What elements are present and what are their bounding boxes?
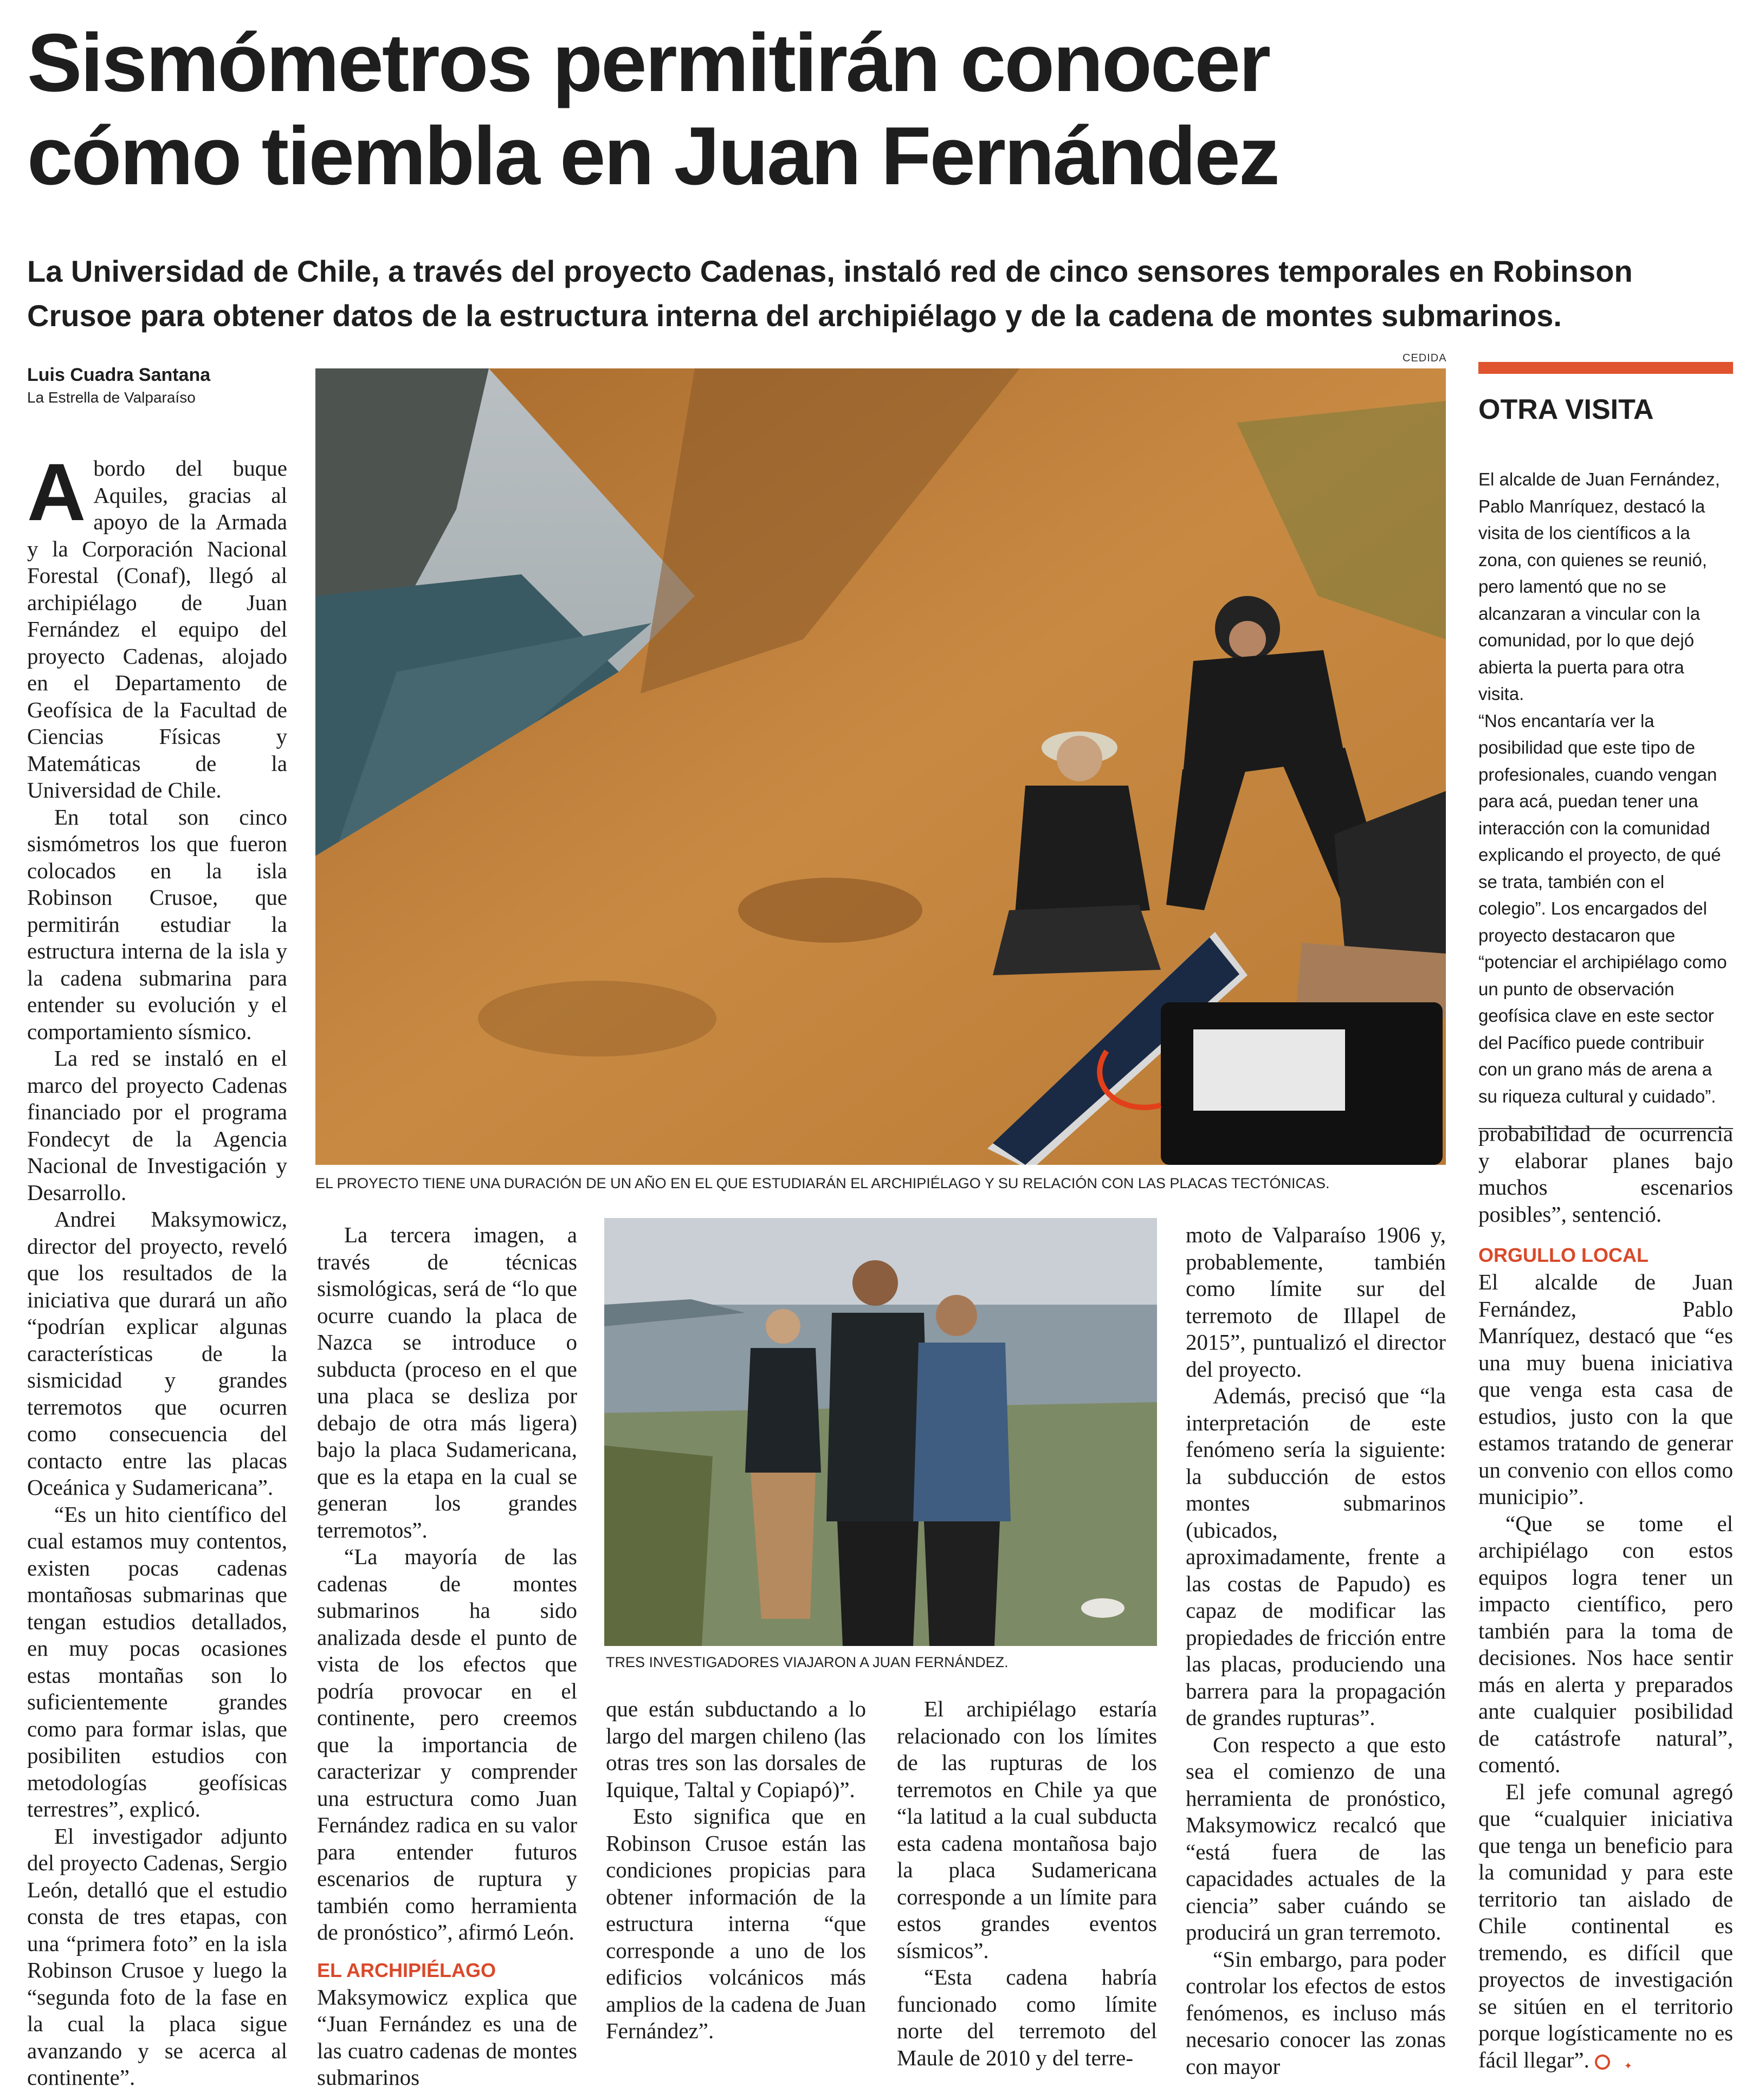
article-column-6 (1478, 1120, 1733, 2073)
three-researchers-image (604, 1218, 1157, 1646)
researcher-center (826, 1260, 929, 1646)
article-paragraph: “Sin embargo, para poder controlar los efectos de estos fenómenos, es incluso más necesario conocer las zonas con mayor (1186, 1946, 1446, 2079)
article-paragraph: probabilidad de ocurrencia y elaborar planes bajo muchos escenarios posibles”, sentenció. (1478, 1121, 1733, 1227)
sidebar-paragraph: “Nos encantaría ver la posibilidad que este tipo de profesionales, cuando vengan para acá, puedan tener una interacción con la comunidad explicando el proyecto, de qué se trata, también con el colegio”. Los encargados del proyecto destacaron que “potenciar el archipiélago como un punto de observación geofísica clave en este sector del Pacífico puede contribuir con un grano más de arena a su riqueza cultural y cuidado”. (1478, 710, 1727, 1106)
section-heading-el-archipielago: EL ARCHIPIÉLAGO (317, 1959, 496, 1981)
headline-line-2: cómo tiembla en Juan Fernández (27, 110, 1278, 202)
article-column-4 (897, 1696, 1157, 2071)
end-mark-icon (1595, 2054, 1610, 2070)
article-paragraph: La tercera imagen, a través de técnicas sismológicas, será de “lo que ocurre cuando la placa de Nazca se introduce o subducta (proceso en el que una placa se desliza por debajo de otra más ligera) bajo la placa Sudamericana, que es la etapa en la cual se generan los grandes terremotos”. (317, 1222, 577, 1542)
main-photo-caption: EL PROYECTO TIENE UNA DURACIÓN DE UN AÑO EN EL QUE ESTUDIARÁN EL ARCHIPIÉLAGO Y SU RELACIÓN CON LAS PLACAS TECTÓNICAS. (315, 1175, 1330, 1191)
article-column-5 (1186, 1222, 1446, 2080)
article-paragraph: “Es un hito científico del cual estamos muy contentos, existen pocas cadenas montañosas submarinas que tengan estudios detallados, en muy pocas ocasiones estas montañas son lo suficientemente grandes como para formar islas, que posibiliten estudios con metodologías geofísicas terrestres”, explicó. (27, 1501, 287, 1822)
subheadline: La Universidad de Chile, a través del proyecto Cadenas, instaló red de cinco sensores temporales en Robinson Crusoe para obtener datos de la estructura interna del archipiélago y de la cadena de montes submarinos. (27, 254, 1633, 333)
equipment-case (1161, 1002, 1443, 1165)
article-paragraph: moto de Valparaíso 1906 y, probablemente, también como límite sur del terremoto de Illapel de 2015”, puntualizó el director del proyecto. (1186, 1222, 1446, 1382)
article-paragraph: Esto significa que en Robinson Crusoe están las condiciones propicias para obtener información de la estructura interna “que corresponde a uno de los edificios volcánicos más amplios de la cadena de Juan Fernández”. (606, 1804, 866, 2043)
main-photo (315, 368, 1446, 1165)
article-paragraph: que están subductando a lo largo del margen chileno (las otras tres son las dorsales de Iquique, Taltal y Copiapó)”. (606, 1696, 866, 1802)
author-name: Luis Cuadra Santana (27, 365, 211, 385)
article-column-2 (317, 1222, 577, 2091)
sidebar-paragraph: El alcalde de Juan Fernández, Pablo Manríquez, destacó la visita de los científicos a la zona, con quienes se reunió, pero lamentó que no se alcanzaran a vincular con la comunidad, por lo que dejó abierta la puerta para otra visita. (1478, 469, 1720, 704)
hillside-team-image (315, 368, 1446, 1165)
article-paragraph: El jefe comunal agregó que “cualquier iniciativa que tenga un beneficio para la comunidad y para este territorio tan aislado de Chile continental es tremendo, es difícil que proyectos de investigación se sitúen en el territorio porque logísticamente no es fácil llegar”.✦ (1478, 1779, 1733, 2074)
article-paragraph: “La mayoría de las cadenas de montes submarinos ha sido analizada desde el punto de vista de los efectos que podría provocar en el continente, pero creemos que la importancia de caracterizar y comprender una estructura como Juan Fernández radica en su valor para entender futuros escenarios de ruptura y también como herramienta de pronóstico”, afirmó León. (317, 1544, 577, 1945)
article-paragraph: El alcalde de Juan Fernández, Pablo Manríquez, destacó que “es una muy buena iniciativa que venga esta casa de estudios, justo con la que estamos tratando de generar un convenio con ellos como municipio”. (1478, 1269, 1733, 1509)
article-paragraph: “Esta cadena habría funcionado como límite norte del terremoto del Maule de 2010 y del terre- (897, 1965, 1157, 2070)
article-paragraph: Maksymowicz explica que “Juan Fernández es una de las cuatro cadenas de montes submarinos (317, 1984, 577, 2090)
photo-credit: CEDIDA (1402, 352, 1447, 364)
researcher-glasses (913, 1295, 1011, 1646)
article-paragraph: El investigador adjunto del proyecto Cadenas, Sergio León, detalló que el estudio consta de tres etapas, con una “primera foto” en la isla Robinson Crusoe y luego la “segunda foto de la fase en la cual la placa sigue avanzando y se acerca al continente”. (27, 1823, 287, 2090)
article-paragraph: Además, precisó que “la interpretación de este fenómeno sería la siguiente: la subducción de estos montes submarinos (ubicados, aproximadamente, frente a las costas de Papudo) es capaz de modificar las propiedades de fricción entre las placas, produciendo una barrera para la propagación de grandes rupturas”. (1186, 1383, 1446, 1730)
newspaper-name: La Estrella de Valparaíso (27, 389, 196, 406)
article-column-1 (27, 446, 287, 2091)
article-paragraph: Andrei Maksymowicz, director del proyecto, reveló que los resultados de la iniciativa que durará un año “podrían explicar algunas características de la sismicidad y grandes terremotos que ocurren como consecuencia del contacto entre las placas Oceánica y Sudamericana”. (27, 1207, 287, 1500)
article-paragraph: La red se instaló en el marco del proyecto Cadenas financiado por el programa Fondecyt de la Agencia Nacional de Investigación y Desarrollo. (27, 1046, 287, 1205)
headline (27, 16, 1734, 203)
article-paragraph: Abordo del buque Aquiles, gracias al apoyo de la Armada y la Corporación Nacional Forestal (Conaf), llegó al archipiélago de Juan Fernández el equipo del proyecto Cadenas, alojado en el Departamento de Geofísica de la Facultad de Ciencias Físicas y Matemáticas de la Universidad de Chile. (27, 446, 287, 802)
article-paragraph: En total son cinco sismómetros los que fueron colocados en la isla Robinson Crusoe, que permitirán estudiar la estructura interna de la isla y la cadena submarina para entender su evolución y el comportamiento sísmico. (27, 804, 287, 1044)
article-column-3 (606, 1696, 866, 2045)
section-heading-orgullo-local: ORGULLO LOCAL (1478, 1244, 1649, 1266)
second-photo-caption: TRES INVESTIGADORES VIAJARON A JUAN FERNÁNDEZ. (606, 1654, 1009, 1670)
headline-line-1: Sismómetros permitirán conocer (27, 17, 1270, 109)
sidebar-otra-visita (1478, 362, 1733, 1129)
second-photo (604, 1218, 1157, 1646)
article-paragraph: “Que se tome el archipiélago con estos equipos logra tener un impacto científico, pero también para la toma de decisiones. Nos hace sentir más en alerta y preparados ante cualquier posibilidad de catástrofe natural”, comentó. (1478, 1511, 1733, 1777)
sidebar-text (1478, 466, 1733, 1110)
article-paragraph: El archipiélago estaría relacionado con los límites de las rupturas de los terremotos en Chile ya que “la latitud a la cual subducta esta cadena montañosa bajo la placa Sudamericana corresponde a un límite para estos grandes eventos sísmicos”. (897, 1696, 1157, 1963)
sidebar-title: OTRA VISITA (1478, 394, 1654, 425)
article-paragraph: Con respecto a que esto sea el comienzo de una herramienta de pronóstico, Maksymowicz recalcó que “está fuera de las capacidades actuales de la ciencia” saber cuándo se producirá un gran terremoto. (1186, 1732, 1446, 1945)
byline (27, 363, 309, 409)
sidebar-accent-bar (1478, 362, 1733, 374)
drop-cap: A (27, 446, 86, 537)
